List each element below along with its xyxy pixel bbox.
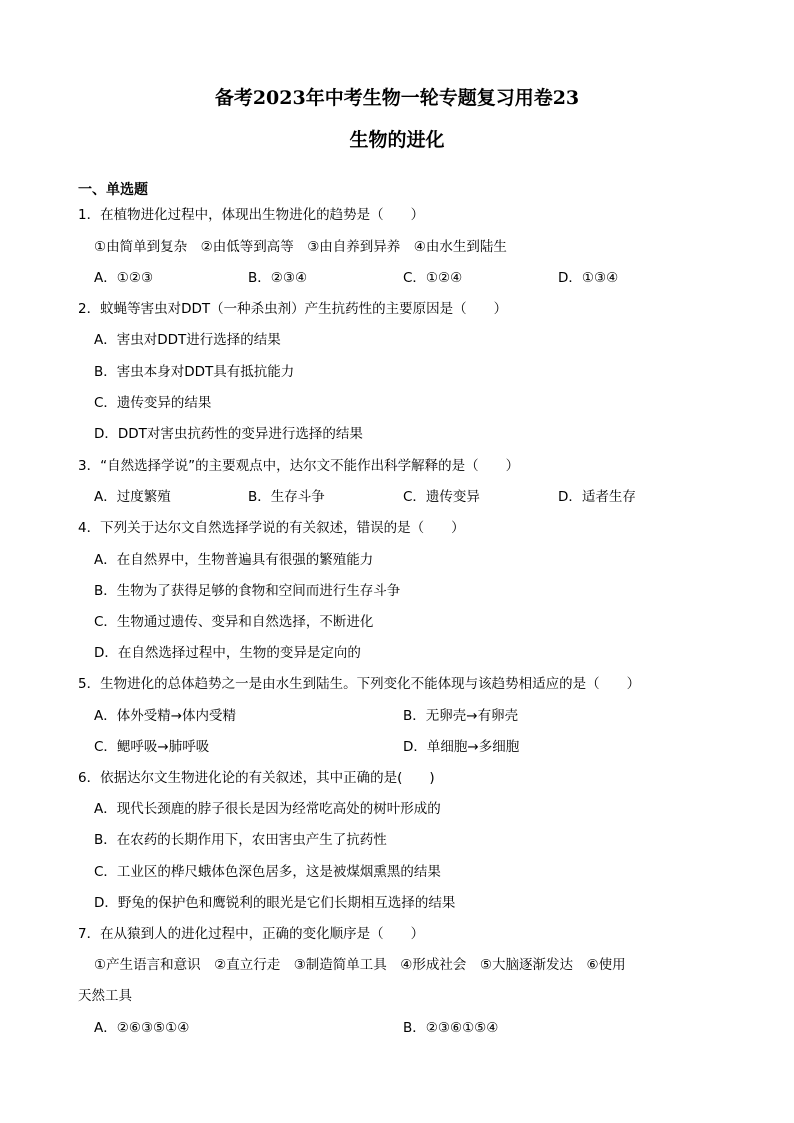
question-4-option-b: B．生物为了获得足够的食物和空间而进行生存斗争 xyxy=(94,583,401,599)
question-2-option-d: D．DDT对害虫抗药性的变异进行选择的结果 xyxy=(94,426,363,442)
question-4-option-c: C．生物通过遗传、变异和自然选择，不断进化 xyxy=(94,614,374,630)
question-7-option-a: A．②⑥③⑤①④ xyxy=(94,1020,190,1036)
question-3-stem: 3．“自然选择学说”的主要观点中，达尔文不能作出科学解释的是（ ） xyxy=(78,458,520,474)
page-subtitle: 生物的进化 xyxy=(349,129,445,151)
question-4-stem: 4．下列关于达尔文自然选择学说的有关叙述，错误的是（ ） xyxy=(78,520,465,536)
question-2-option-a: A．害虫对DDT进行选择的结果 xyxy=(94,332,281,348)
question-6-option-a: A．现代长颈鹿的脖子很长是因为经常吃高处的树叶形成的 xyxy=(94,801,441,817)
question-6-option-c: C．工业区的桦尺蛾体色深色居多，这是被煤烟熏黑的结果 xyxy=(94,864,441,880)
question-4-option-d: D．在自然选择过程中，生物的变异是定向的 xyxy=(94,645,361,661)
question-2-stem: 2．蚊蝇等害虫对DDT（一种杀虫剂）产生抗药性的主要原因是（ ） xyxy=(78,301,508,317)
question-5-option-b: B．无卵壳→有卵壳 xyxy=(403,708,519,724)
question-1-option-b: B．②③④ xyxy=(248,270,308,286)
question-2-option-c: C．遗传变异的结果 xyxy=(94,395,212,411)
question-6-option-b: B．在农药的长期作用下，农田害虫产生了抗药性 xyxy=(94,832,387,848)
question-1-option-a: A．①②③ xyxy=(94,270,154,286)
question-3-option-d: D．适者生存 xyxy=(558,489,636,505)
question-1-statements: ①由简单到复杂 ②由低等到高等 ③由自养到异养 ④由水生到陆生 xyxy=(94,239,507,255)
section-heading: 一、单选题 xyxy=(78,182,148,198)
question-5-option-a: A．体外受精→体内受精 xyxy=(94,708,237,724)
question-7-statements-wrap: 天然工具 xyxy=(78,988,132,1004)
question-3-option-b: B．生存斗争 xyxy=(248,489,325,505)
question-7-statements: ①产生语言和意识 ②直立行走 ③制造简单工具 ④形成社会 ⑤大脑逐渐发达 ⑥使用 xyxy=(94,957,626,973)
question-6-option-d: D．野兔的保护色和鹰锐利的眼光是它们长期相互选择的结果 xyxy=(94,895,456,911)
question-1-option-d: D．①③④ xyxy=(558,270,619,286)
question-1-stem: 1．在植物进化过程中，体现出生物进化的趋势是（ ） xyxy=(78,207,425,223)
question-7-option-b: B．②③⑥①⑤④ xyxy=(403,1020,499,1036)
question-3-option-c: C．遗传变异 xyxy=(403,489,480,505)
question-5-stem: 5．生物进化的总体趋势之一是由水生到陆生。下列变化不能体现与该趋势相适应的是（ ） xyxy=(78,676,641,692)
question-4-option-a: A．在自然界中，生物普遍具有很强的繁殖能力 xyxy=(94,552,374,568)
question-3-option-a: A．过度繁殖 xyxy=(94,489,171,505)
page-title: 备考2023年中考生物一轮专题复习用卷23 xyxy=(214,87,580,109)
question-5-option-d: D．单细胞→多细胞 xyxy=(403,739,520,755)
question-1-option-c: C．①②④ xyxy=(403,270,463,286)
question-7-stem: 7．在从猿到人的进化过程中，正确的变化顺序是（ ） xyxy=(78,926,425,942)
question-5-option-c: C．鳃呼吸→肺呼吸 xyxy=(94,739,210,755)
question-6-stem: 6．依据达尔文生物进化论的有关叙述，其中正确的是( ) xyxy=(78,770,435,786)
question-2-option-b: B．害虫本身对DDT具有抵抗能力 xyxy=(94,364,295,380)
